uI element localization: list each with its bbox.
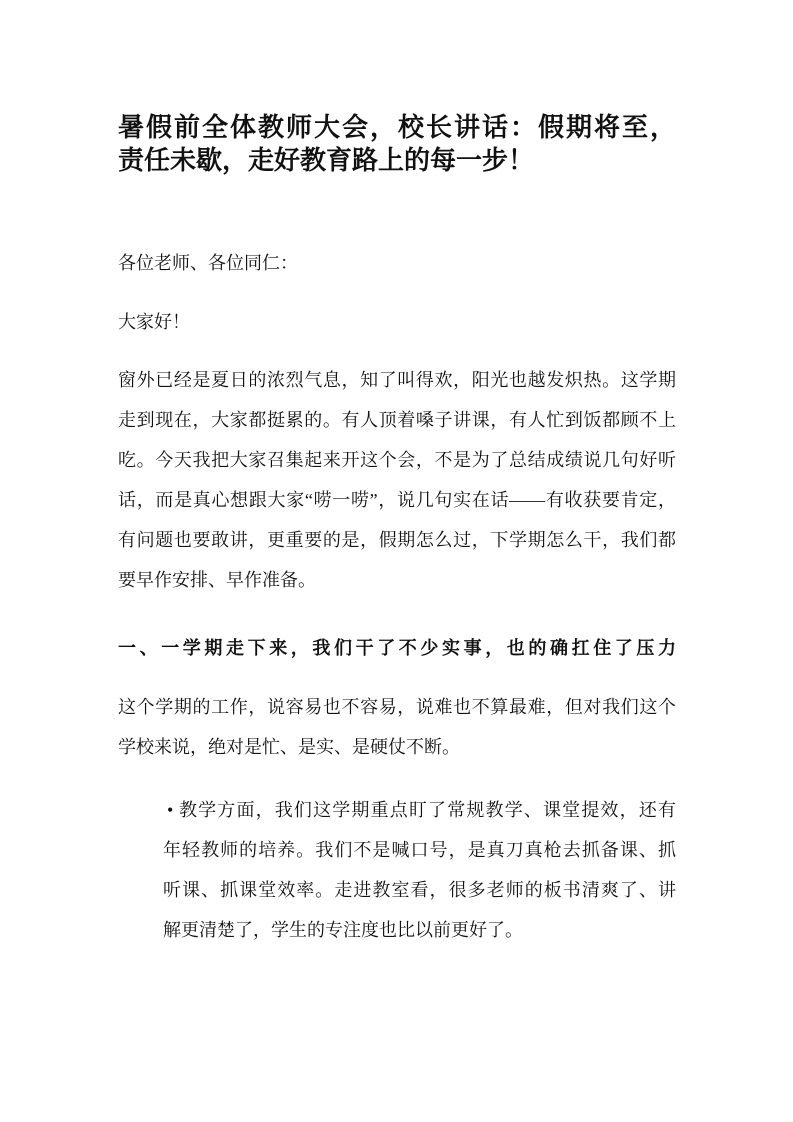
bullet-line: • 教学方面，我们这学期重点盯了常规教学、课堂提效，还有 (167, 800, 676, 820)
intro-line: 有问题也要敢讲，更重要的是，假期怎么过，下学期怎么干，我们都 (118, 530, 676, 550)
bullet-line: 听课、抓课堂效率。走进教室看，很多老师的板书清爽了、讲 (163, 880, 676, 900)
bullet-line: 解更清楚了，学生的专注度也比以前更好了。 (163, 920, 523, 940)
section-paragraph-line: 学校来说，绝对是忙、是实、是硬仗不断。 (118, 737, 460, 757)
intro-line: 吃。今天我把大家召集起来开这个会，不是为了总结成绩说几句好听 (118, 450, 676, 470)
intro-line: 走到现在，大家都挺累的。有人顶着嗓子讲课，有人忙到饭都顾不上 (118, 410, 676, 430)
doc-title-line: 暑假前全体教师大会，校长讲话：假期将至， (118, 113, 676, 142)
section-paragraph-line: 这个学期的工作，说容易也不容易，说难也不算最难，但对我们这个 (118, 697, 676, 717)
intro-line: 窗外已经是夏日的浓烈气息，知了叫得欢，阳光也越发炽热。这学期 (118, 370, 676, 390)
bullet-line: 年轻教师的培养。我们不是喊口号，是真刀真枪去抓备课、抓 (163, 840, 676, 860)
intro-line: 话，而是真心想跟大家“唠一唠”，说几句实在话——有收获要肯定， (118, 490, 676, 510)
intro-line: 要早作安排、早作准备。 (118, 570, 316, 590)
greeting: 大家好！ (118, 312, 190, 332)
salutation: 各位老师、各位同仁： (118, 253, 298, 273)
doc-title-line: 责任未歇，走好教育路上的每一步！ (118, 146, 535, 175)
section-heading: 一、一学期走下来，我们干了不少实事，也的确扛住了压力 (118, 638, 676, 658)
